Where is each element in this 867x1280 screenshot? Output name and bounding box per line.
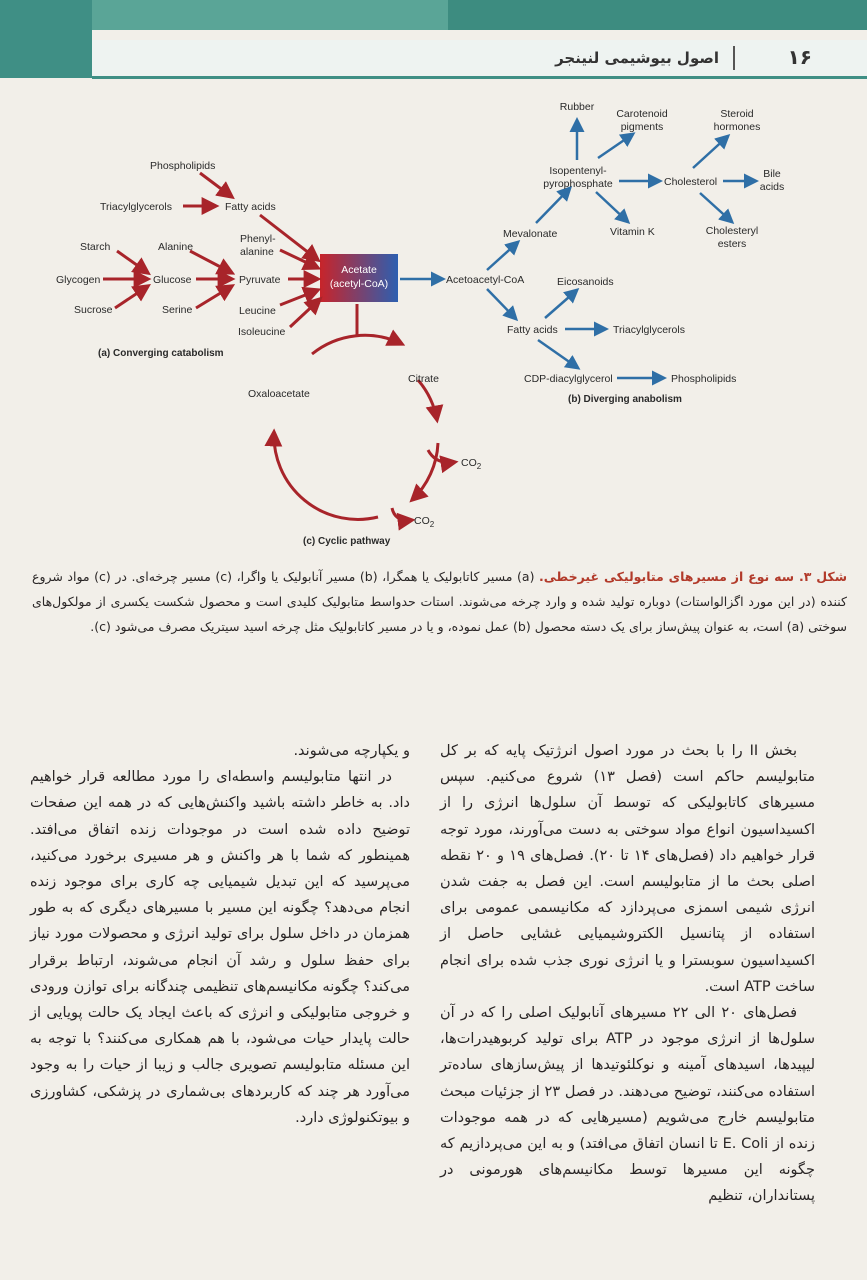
alanine-label: Alanine: [158, 241, 194, 253]
starch-label: Starch: [80, 241, 111, 253]
figure-caption: [32, 564, 847, 639]
paragraph: در انتها متابولیسم واسطه‌ای را مورد مطالعه قرار خواهیم داد. به خاطر داشته باشید واکنش‌هایی که در همه این صفحات توضیح داده شده است در موجودات زنده اتفاق می‌افتد. همینطور که شما با هر واکنش و هر مسیری برخورد می‌کنید، می‌پرسید که این تبدیل شیمیایی چه کاری برای موجود زنده انجام می‌دهد؟ چگونه این مسیر با مسیرهای دیگری که به طور همزمان در داخل سلول برای تولید انرژی و محصولات مورد نیاز برای حفظ سلول و رشد آن انجام می‌شوند، ارتباط برقرار می‌کند؟ چگونه مکانیسم‌های تنظیمی چندگانه برای توازن ورودی و خروجی متابولیکی و انرژی که باعث ایجاد یک حالت پویایی از حالت پایدار حیات می‌شود، با هم همکاری می‌کنند؟ با توجه به این مسئله متابولیسم تصویری جالب و زیبا از حیات را به وجود می‌آورد هر چند که کاربردهای بی‌شماری در پزشکی، کشاورزی و بیوتکنولوژی دارد.: [30, 769, 410, 1126]
running-header: [92, 40, 867, 79]
diverging-fatty-acids-label: Fatty acids: [507, 324, 558, 336]
acetoacetyl-coa-label: Acetoacetyl-CoA: [446, 274, 525, 286]
steroid-label-1: Steroid: [720, 108, 754, 120]
diverging-triacylglycerols-label: Triacylglycerols: [613, 324, 685, 336]
center-label-1: Acetate: [341, 264, 377, 276]
phenylalanine-label-1: Phenyl-: [240, 233, 276, 245]
header-divider: [733, 46, 735, 70]
right-text-column: [440, 738, 815, 1210]
eicosanoids-label: Eicosanoids: [557, 276, 614, 288]
co2-label-1: $CO_2$: [461, 457, 482, 471]
cdp-diacylglycerol-label: CDP-diacylglycerol: [524, 373, 613, 385]
figure-caption-text: (a) مسیر کاتابولیک یا همگرا، (b) مسیر آنابولیک یا واگرا، (c) مسیر چرخه‌ای. در (c) مواد شروع کننده (در این مورد اگزالواستات) دوباره تولید شده و وارد چرخه می‌شوند. استات حدواسط متابولیک کلیدی است و محصول شکست یکسری از مولکول‌های سوختی (a) است، به عنوان پیش‌ساز برای یک دسته محصول (b) عمل نموده، و یا در مسیر کاتابولیک مثل چرخه اسید سیتریک مصرف می‌شود (c).: [32, 569, 847, 634]
left-text-column: [30, 738, 410, 1131]
cholesteryl-label-2: esters: [717, 238, 747, 250]
leucine-label: Leucine: [239, 305, 276, 317]
diverging-caption: (b) Diverging anabolism: [568, 394, 682, 405]
fatty-acids-label: Fatty acids: [225, 201, 276, 213]
isopentenyl-label-1: Isopentenyl-: [549, 165, 607, 177]
sucrose-label: Sucrose: [74, 304, 113, 316]
figure-caption-title: شکل ۳. سه نوع از مسیرهای متابولیکی غیرخطی.: [539, 569, 847, 584]
cyclic-caption: (c) Cyclic pathway: [303, 536, 391, 547]
oxaloacetate-label: Oxaloacetate: [248, 388, 310, 400]
bile-label-1: Bile: [763, 168, 781, 180]
converging-arrows: [103, 173, 320, 327]
isopentenyl-label-2: pyrophosphate: [543, 178, 613, 190]
diverging-arrows: [400, 120, 756, 378]
isoleucine-label: Isoleucine: [238, 326, 286, 338]
carotenoid-label-1: Carotenoid: [616, 108, 668, 120]
phenylalanine-label-2: alanine: [240, 246, 274, 258]
paragraph: و یکپارچه می‌شوند.: [293, 743, 410, 759]
triacylglycerols-label: Triacylglycerols: [100, 201, 172, 213]
rubber-label: Rubber: [559, 101, 595, 113]
citrate-label: Citrate: [408, 373, 439, 385]
top-color-band: [0, 0, 867, 30]
mevalonate-label: Mevalonate: [503, 228, 558, 240]
paragraph: فصل‌های ۲۰ الی ۲۲ مسیرهای آنابولیک اصلی را که در آن سلول‌ها از انرژی موجود در ATP برای تولید کربوهیدرات‌ها، لیپیدها، اسیدهای آمینه و نوکلئوتیدها از پیش‌سازهای ساده‌تر استفاده می‌کنند، توضیح می‌دهند. در فصل ۲۳ از جزئیات مبحث متابولیسم خارج می‌شویم (مسیرهایی که در همه موجودات زنده از E. Coli تا انسان اتفاق می‌افتد) و به این می‌پردازیم که چگونه این مسیرها توسط مکانیسم‌های هورمونی در پستانداران، تنظیم: [440, 1005, 815, 1205]
converging-caption: (a) Converging catabolism: [98, 348, 224, 359]
glucose-label: Glucose: [153, 274, 192, 286]
page-number: ۱۶: [787, 45, 812, 69]
phospholipids-label: Phospholipids: [150, 160, 216, 172]
bile-label-2: acids: [759, 181, 785, 193]
cholesteryl-label-1: Cholesteryl: [705, 225, 759, 237]
pyruvate-label: Pyruvate: [239, 274, 281, 286]
diverging-phospholipids-label: Phospholipids: [671, 373, 737, 385]
paragraph: بخش II را با بحث در مورد اصول انرژتیک پایه که بر کل متابولیسم حاکم است (فصل ۱۳) شروع می‌کنیم. سپس مسیرهای کاتابولیکی که توسط آن سلول‌ها انرژی را از اکسیداسیون انواع مواد سوختی به دست می‌آورند، مورد توجه قرار خواهیم داد (فصل‌های ۱۴ تا ۲۰). فصل‌های ۱۹ و ۲۰ نقطه اصلی بحث ما از متابولیسم است. این فصل به جفت شدن انرژی شیمی اسمزی می‌پردازد که مکانیسمی عمومی برای استفاده از پتانسیل الکتروشیمیایی غشایی حاصل از اکسیداسیون سوبسترا و یا انرژی نوری جذب شده برای انجام ساخت ATP است.: [440, 743, 815, 995]
center-label-2: (acetyl-CoA): [329, 278, 389, 290]
cyclic-arrows: [274, 304, 455, 520]
corner-color-block: [0, 0, 92, 78]
metabolic-pathways-figure: [0, 80, 867, 560]
co2-label-2: $CO_2$: [414, 515, 435, 529]
book-title: اصول بیوشیمی لنینجر: [555, 49, 719, 67]
serine-label: Serine: [162, 304, 193, 316]
steroid-label-2: hormones: [713, 121, 761, 133]
vitamin-k-label: Vitamin K: [610, 226, 655, 238]
cholesterol-label: Cholesterol: [664, 176, 718, 188]
glycogen-label: Glycogen: [56, 274, 101, 286]
carotenoid-label-2: pigments: [620, 121, 664, 133]
